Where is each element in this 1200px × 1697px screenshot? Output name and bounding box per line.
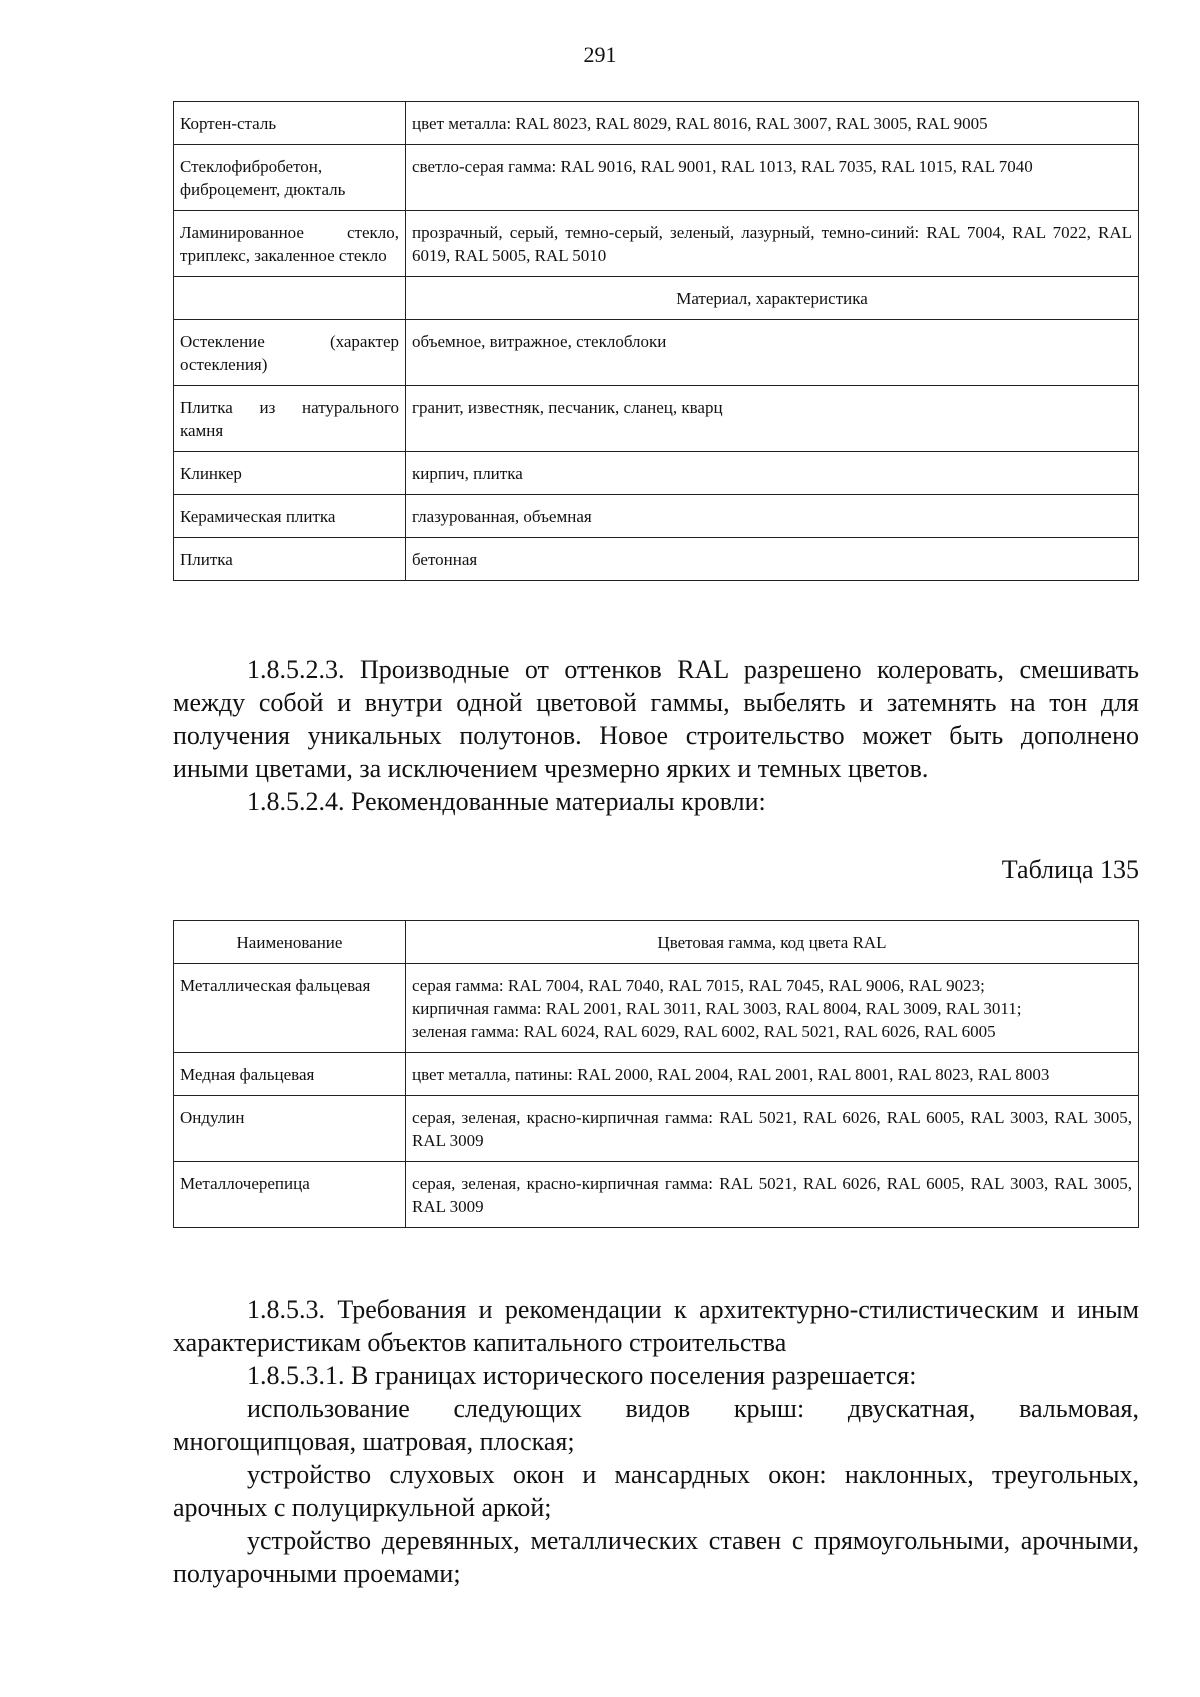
paragraph-block-2 — [173, 1293, 1139, 1590]
table-row — [174, 538, 1139, 581]
roofing-materials-table — [173, 920, 1139, 1228]
table-cell-name: Металлочерепица — [174, 1162, 406, 1228]
table-cell-value: бетонная — [406, 538, 1139, 581]
paragraph-block-1 — [173, 653, 1139, 818]
facade-materials-table — [173, 101, 1139, 581]
table-cell-value: светло-серая гамма: RAL 9016, RAL 9001, RAL 1013, RAL 7035, RAL 1015, RAL 7040 — [406, 145, 1139, 211]
table-row — [174, 102, 1139, 145]
table-header-value: Цветовая гамма, код цвета RAL — [406, 921, 1139, 964]
table-cell-value: цвет металла: RAL 8023, RAL 8029, RAL 8016, RAL 3007, RAL 3005, RAL 9005 — [406, 102, 1139, 145]
table-row — [174, 964, 1139, 1053]
table-row — [174, 1096, 1139, 1162]
table-cell-name: Медная фальцевая — [174, 1053, 406, 1096]
table-cell-value: кирпич, плитка — [406, 452, 1139, 495]
table-row — [174, 386, 1139, 452]
page-number: 291 — [583, 42, 617, 67]
paragraph: 1.8.5.3. Требования и рекомендации к архитектурно-стилистическим и иным характеристикам объектов капитального строительства — [173, 1295, 1139, 1357]
table-caption: Таблица 135 — [1001, 855, 1139, 884]
table-header-row — [174, 921, 1139, 964]
table-row — [174, 452, 1139, 495]
table-subheader-row — [174, 277, 1139, 320]
paragraph: 1.8.5.2.3. Производные от оттенков RAL разрешено колеровать, смешивать между собой и внутри одной цветовой гаммы, выбелять и затемнять на тон для получения уникальных полутонов. Новое строительство может быть дополнено иными цветами, за исключением чрезмерно ярких и темных цветов. — [173, 655, 1139, 783]
table-cell-name: Ламинированное стекло, триплекс, закаленное стекло — [174, 211, 406, 277]
paragraph: устройство слуховых окон и мансардных окон: наклонных, треугольных, арочных с полуциркульной аркой; — [173, 1460, 1139, 1522]
table-cell-line: серая гамма: RAL 7004, RAL 7040, RAL 7015, RAL 7045, RAL 9006, RAL 9023; — [412, 976, 985, 995]
table-cell-name: Кортен-сталь — [174, 102, 406, 145]
table-row — [174, 320, 1139, 386]
table-cell-value: серая, зеленая, красно-кирпичная гамма: RAL 5021, RAL 6026, RAL 6005, RAL 3003, RAL 3005, RAL 3009 — [406, 1162, 1139, 1228]
paragraph: 1.8.5.2.4. Рекомендованные материалы кровли: — [247, 787, 766, 816]
table-row — [174, 145, 1139, 211]
table-cell-value: объемное, витражное, стеклоблоки — [406, 320, 1139, 386]
table-cell-name: Клинкер — [174, 452, 406, 495]
table-cell-name: Остекление (характер остекления) — [174, 320, 406, 386]
table-cell-name: Плитка из натурального камня — [174, 386, 406, 452]
table-cell-value: прозрачный, серый, темно-серый, зеленый, лазурный, темно-синий: RAL 7004, RAL 7022, RAL 6019, RAL 5005, RAL 5010 — [406, 211, 1139, 277]
table-cell-value: гранит, известняк, песчаник, сланец, кварц — [406, 386, 1139, 452]
table-cell-name: Ондулин — [174, 1096, 406, 1162]
paragraph: 1.8.5.3.1. В границах исторического поселения разрешается: — [247, 1361, 917, 1390]
table-row — [174, 1162, 1139, 1228]
table-row — [174, 1053, 1139, 1096]
table-cell-line: зеленая гамма: RAL 6024, RAL 6029, RAL 6002, RAL 5021, RAL 6026, RAL 6005 — [412, 1022, 996, 1041]
table-row — [174, 211, 1139, 277]
table-cell-name: Плитка — [174, 538, 406, 581]
table-cell-value — [406, 964, 1139, 1053]
table-cell-value: глазурованная, объемная — [406, 495, 1139, 538]
table-cell-name: Металлическая фальцевая — [174, 964, 406, 1053]
table-cell-value: серая, зеленая, красно-кирпичная гамма: RAL 5021, RAL 6026, RAL 6005, RAL 3003, RAL 3005, RAL 3009 — [406, 1096, 1139, 1162]
table-subheader-cell: Материал, характеристика — [406, 277, 1139, 320]
table-row — [174, 495, 1139, 538]
table-cell-value: цвет металла, патины: RAL 2000, RAL 2004, RAL 2001, RAL 8001, RAL 8023, RAL 8003 — [406, 1053, 1139, 1096]
paragraph: использование следующих видов крыш: двускатная, вальмовая, многощипцовая, шатровая, плоская; — [173, 1394, 1139, 1456]
table-cell-line: кирпичная гамма: RAL 2001, RAL 3011, RAL 3003, RAL 8004, RAL 3009, RAL 3011; — [412, 999, 1022, 1018]
table-cell-name: Керамическая плитка — [174, 495, 406, 538]
paragraph: устройство деревянных, металлических ставен с прямоугольными, арочными, полуарочными проемами; — [173, 1526, 1139, 1588]
table-cell-name: Стеклофибробетон, фиброцемент, дюкталь — [174, 145, 406, 211]
table-header-name: Наименование — [174, 921, 406, 964]
table-cell-empty — [174, 277, 406, 320]
